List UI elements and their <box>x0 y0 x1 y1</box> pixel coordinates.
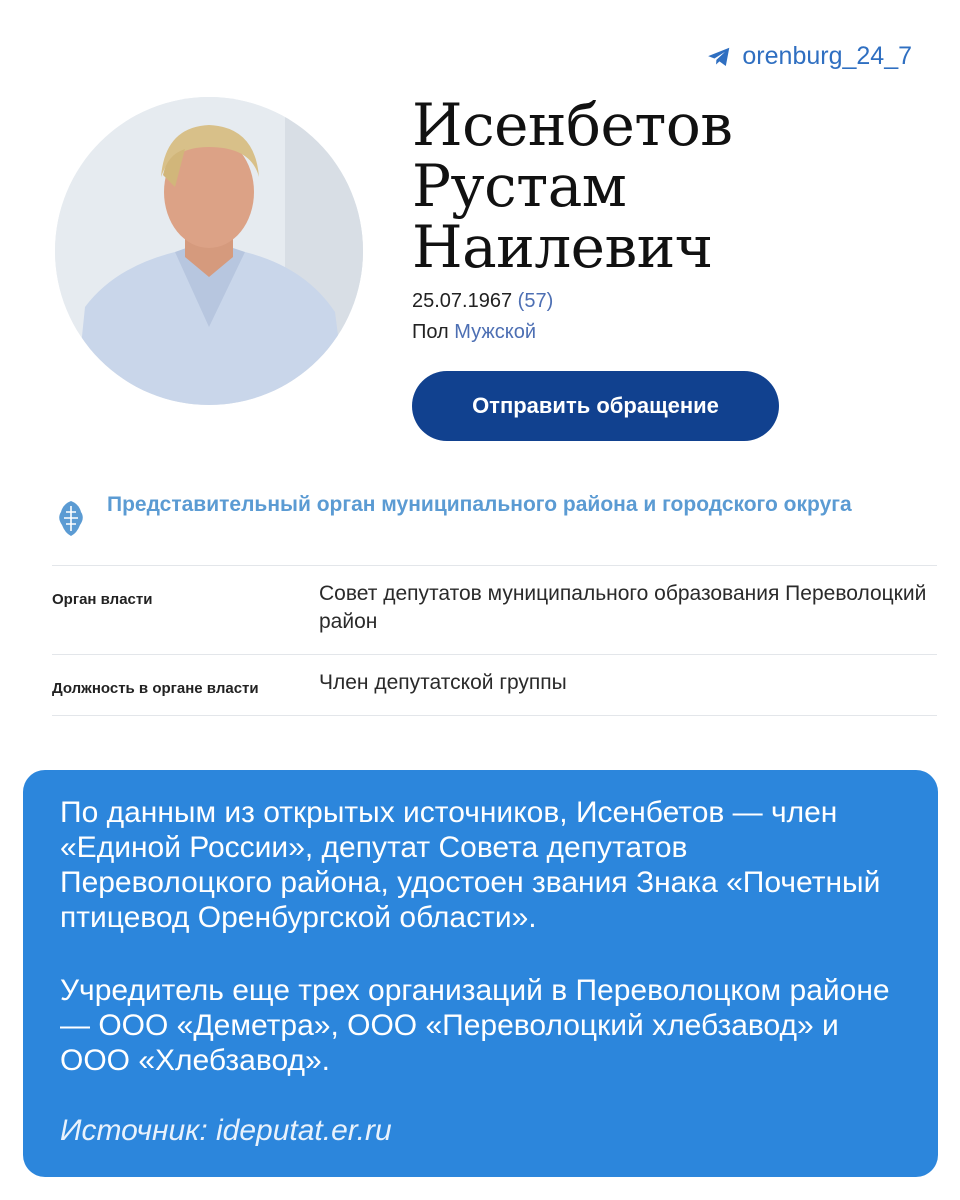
info-note-card <box>23 770 938 1177</box>
gender-info <box>412 321 536 344</box>
note-source: Источник: ideputat.er.ru <box>60 1114 392 1147</box>
age: (57) <box>517 290 554 312</box>
info-table <box>52 565 937 716</box>
birth-info <box>412 290 553 313</box>
info-row-authority <box>52 565 937 654</box>
last-name: Исенбетов <box>412 91 733 159</box>
person-name <box>412 91 733 281</box>
info-key: Орган власти <box>52 591 153 608</box>
info-value: Совет депутатов муниципального образования Переволоцкий район <box>319 582 927 633</box>
person-photo <box>55 97 363 405</box>
note-paragraph-1: По данным из открытых источников, Исенбетов — член «Единой России», депутат Совета депутатов Переволоцкого района, удостоен звания Знака «Почетный птицевод Оренбургской области». <box>60 796 881 934</box>
birth-date: 25.07.1967 <box>412 290 513 312</box>
info-key: Должность в органе власти <box>52 680 259 697</box>
send-appeal-button[interactable]: Отправить обращение <box>412 371 779 441</box>
info-row-position <box>52 654 937 716</box>
avatar <box>55 97 363 405</box>
gender-value[interactable]: Мужской <box>454 321 537 343</box>
patronymic: Наилевич <box>412 213 713 281</box>
telegram-icon <box>706 44 732 70</box>
info-value: Член депутатской группы <box>319 671 567 694</box>
note-paragraph-2: Учредитель еще трех организаций в Переволоцком районе — ООО «Деметра», ООО «Переволоцкий хлебзавод» и ООО «Хлебзавод». <box>60 974 890 1077</box>
gender-label: Пол <box>412 321 449 343</box>
first-name: Рустам <box>412 152 627 220</box>
emblem-icon <box>55 498 87 538</box>
organ-type <box>55 490 935 538</box>
telegram-handle: orenburg_24_7 <box>742 42 912 70</box>
organ-type-label[interactable]: Представительный орган муниципального района и городского округа <box>107 493 852 516</box>
telegram-channel-link[interactable] <box>706 42 912 71</box>
